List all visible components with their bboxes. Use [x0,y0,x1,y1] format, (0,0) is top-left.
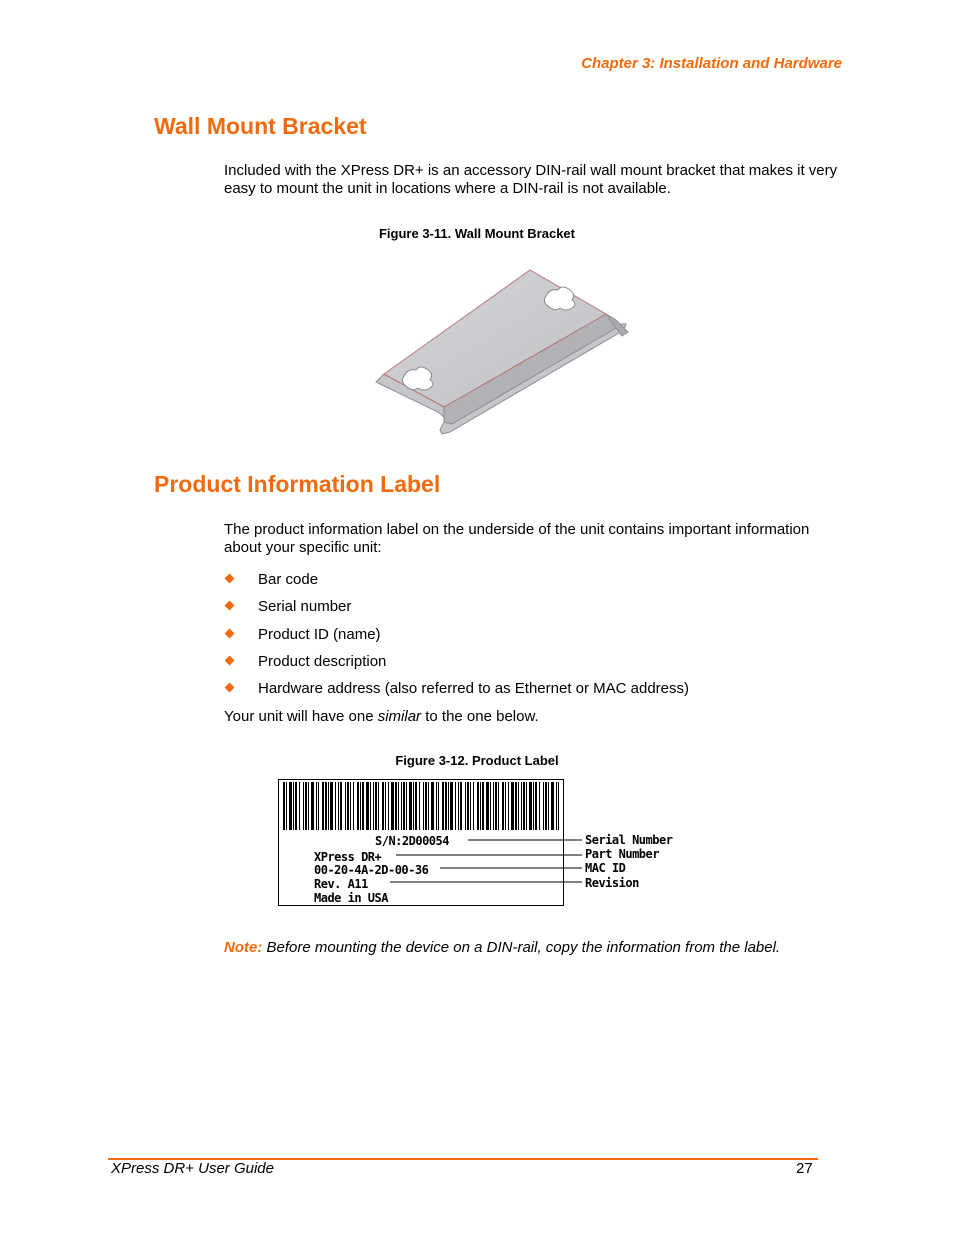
product-label-paragraph: The product information label on the underside of the unit contains important information about your specific unit: [224,521,810,556]
barcode-bar [295,782,297,830]
barcode-bar [398,782,399,830]
barcode-bar [533,782,534,830]
barcode-bar [325,782,327,830]
barcode-bar [330,782,333,830]
bullet-icon [225,628,235,638]
barcode-bar [498,782,499,830]
list-item: Hardware address (also referred to as Ethernet or MAC address) [224,680,689,707]
label-mac: 00-20-4A-2D-00-36 [314,863,429,877]
barcode-bar [473,782,474,830]
barcode-bar [338,782,339,830]
barcode-bar [490,782,491,830]
barcode-bar [409,782,412,830]
barcode-bar [508,782,509,830]
barcode-bar [448,782,449,830]
barcode-bar [523,782,525,830]
barcode-bar [470,782,471,830]
barcode-bar [521,782,522,830]
barcode-bar [395,782,397,830]
barcode-bar [362,782,364,830]
barcode-bar [445,782,447,830]
closing-sentence: Your unit will have one similar to the one below. [224,708,539,725]
bullet-icon [225,601,235,611]
callout-part-number: Part Number [585,847,659,861]
barcode-bar [308,782,309,830]
footer-title: XPress DR+ User Guide [111,1160,274,1177]
note-paragraph: Note: Before mounting the device on a DIN-rail, copy the information from the label. [224,939,781,956]
bullet-icon [225,574,235,584]
barcode-bar [340,782,342,830]
section-title-wall-mount: Wall Mount Bracket [154,113,367,139]
bullet-icon [225,683,235,693]
figure-caption-label: Figure 3-12. Product Label [395,753,559,768]
barcode-bar [438,782,439,830]
barcode-bar [305,782,307,830]
barcode-bar [293,782,294,830]
wall-mount-paragraph: Included with the XPress DR+ is an accessory DIN-rail wall mount bracket that makes it very easy to mount the unit in locations where a DIN-rail is not available. [224,162,838,197]
barcode-bar [289,782,292,830]
barcode-bar [493,782,494,830]
barcode-bar [545,782,547,830]
barcode-bar [335,782,336,830]
barcode-bar [526,782,527,830]
barcode-bar [316,782,317,830]
barcode-bar [373,782,374,830]
label-serial: S/N:2D00054 [375,834,449,848]
barcode-bar [535,782,537,830]
barcode-bar [406,782,407,830]
page-number: 27 [796,1160,813,1177]
barcode-image [283,782,559,830]
barcode-bar [482,782,484,830]
barcode-bar [539,782,540,830]
barcode-bar [450,782,453,830]
barcode-bar [299,782,300,830]
barcode-bar [458,782,459,830]
barcode-bar [558,782,559,830]
barcode-bar [318,782,319,830]
wall-mount-bracket-image [366,262,632,438]
barcode-bar [467,782,469,830]
barcode-bar [477,782,479,830]
section-title-product-label: Product Information Label [154,471,441,497]
barcode-bar [413,782,414,830]
barcode-bar [403,782,405,830]
label-origin: Made in USA [314,891,388,905]
barcode-bar [360,782,361,830]
barcode-bar [322,782,324,830]
barcode-bar [382,782,384,830]
barcode-bar [385,782,386,830]
barcode-bar [502,782,504,830]
barcode-bar [425,782,427,830]
callout-leader-lines [390,836,586,886]
barcode-bar [347,782,349,830]
barcode-bar [495,782,497,830]
barcode-bar [357,782,359,830]
barcode-bar [511,782,514,830]
barcode-bar [505,782,506,830]
barcode-bar [283,782,285,830]
barcode-bar [431,782,434,830]
barcode-bar [543,782,544,830]
product-info-list [224,571,689,707]
list-item: Bar code [224,571,689,598]
barcode-bar [551,782,554,830]
list-item: Product description [224,653,689,680]
barcode-bar [415,782,417,830]
list-item: Serial number [224,598,689,625]
barcode-bar [353,782,354,830]
barcode-bar [311,782,314,830]
barcode-bar [328,782,329,830]
figure-caption-bracket: Figure 3-11. Wall Mount Bracket [378,226,575,241]
barcode-bar [286,782,287,830]
callout-revision: Revision [585,876,639,890]
barcode-bar [423,782,424,830]
barcode-bar [345,782,346,830]
barcode-bar [375,782,377,830]
label-revision: Rev. A11 [314,877,368,891]
barcode-bar [366,782,369,830]
barcode-bar [419,782,420,830]
barcode-bar [518,782,519,830]
barcode-bar [401,782,402,830]
barcode-bar [455,782,456,830]
callout-mac-id: MAC ID [585,861,626,875]
barcode-bar [303,782,304,830]
list-item: Product ID (name) [224,626,689,653]
barcode-bar [350,782,351,830]
barcode-bar [548,782,549,830]
barcode-bar [465,782,466,830]
barcode-bar [370,782,371,830]
barcode-bar [480,782,481,830]
barcode-bar [378,782,379,830]
barcode-bar [529,782,532,830]
barcode-bar [436,782,437,830]
barcode-bar [556,782,557,830]
barcode-bar [515,782,517,830]
barcode-bar [391,782,394,830]
barcode-bar [442,782,444,830]
bullet-icon [225,655,235,665]
barcode-bar [486,782,489,830]
barcode-bar [428,782,429,830]
label-product: XPress DR+ [314,850,382,864]
barcode-bar [460,782,462,830]
barcode-bar [388,782,389,830]
callout-serial-number: Serial Number [585,833,673,847]
chapter-header: Chapter 3: Installation and Hardware [581,55,842,72]
